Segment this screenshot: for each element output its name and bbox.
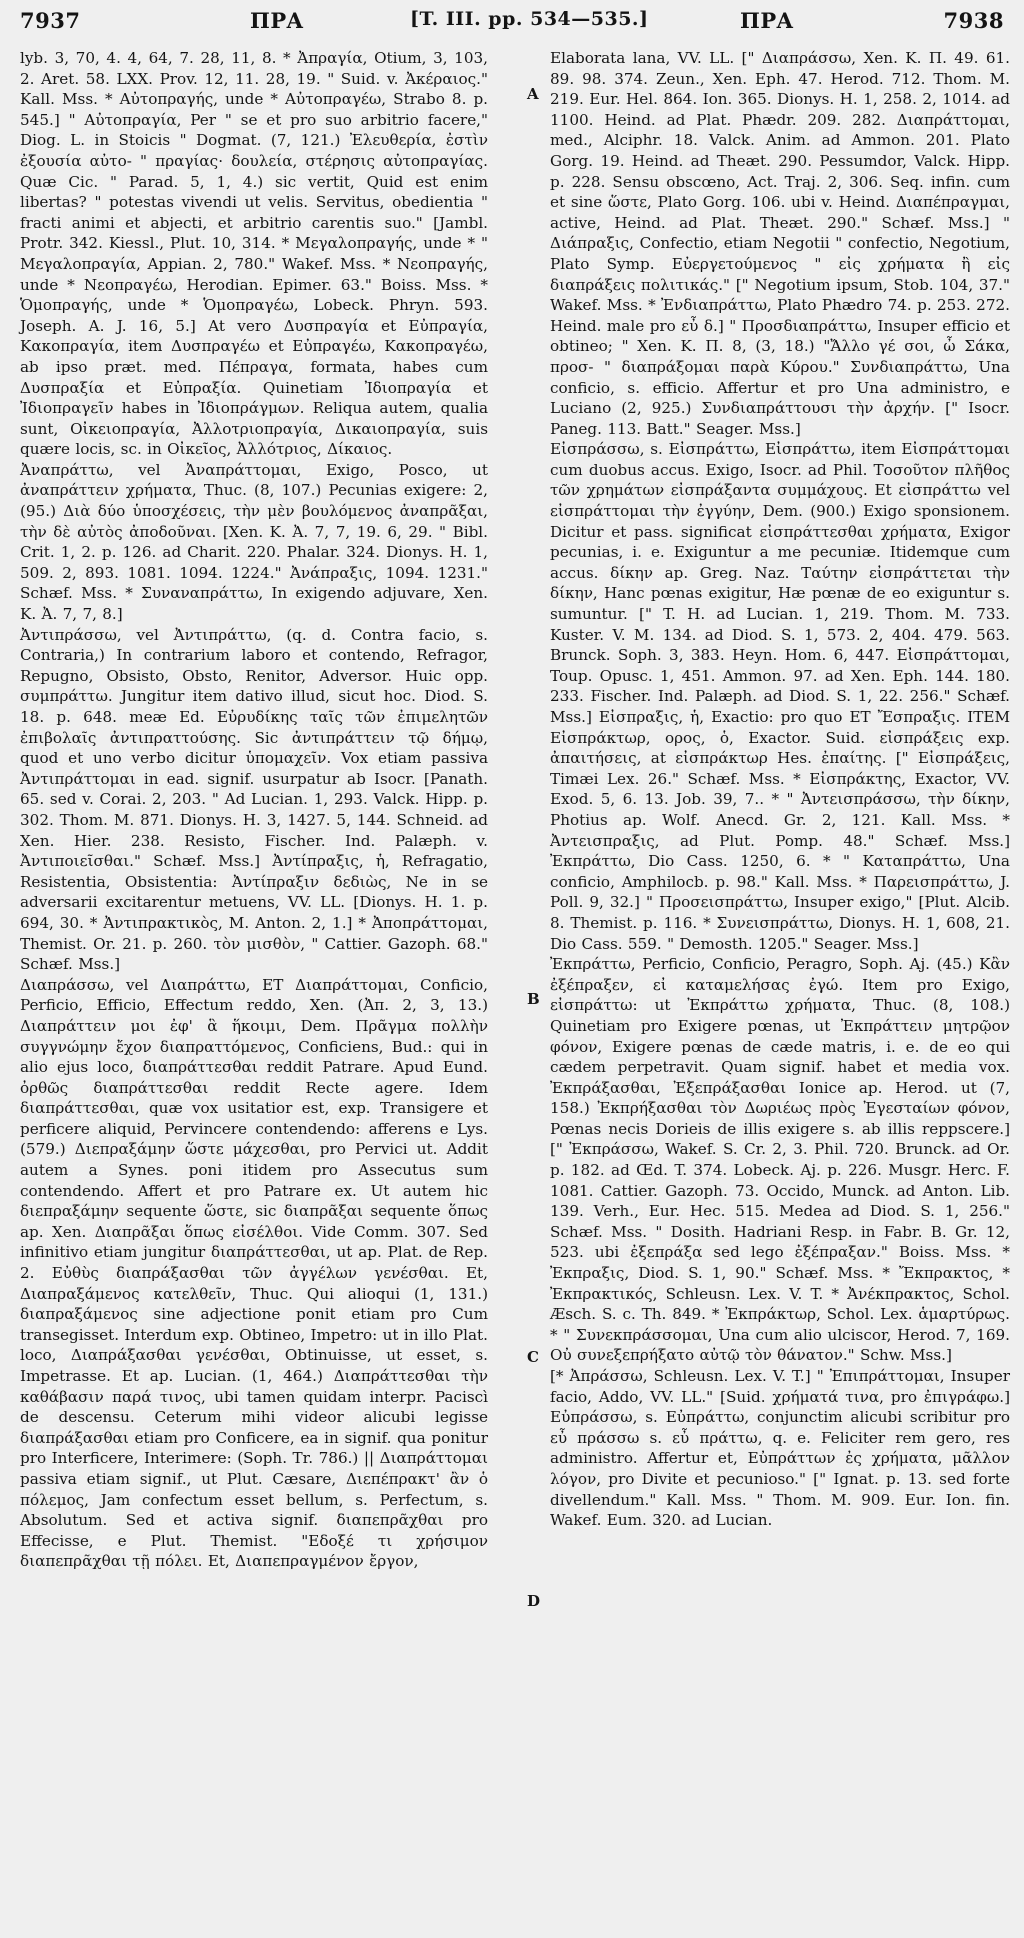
margin-letter-c: C — [527, 1348, 539, 1366]
margin-letter-a: A — [527, 85, 539, 103]
entry-eisprasso: Εἰσπράσσω, s. Εἰσπράττω, Εἰσπράττω, item Εἰσπράττομαι cum duobus accus. Exigo, Isocr. ad Phil. Τοσοῦτον πλῆθος τῶν χρημάτων εἰσπράξαντα συμμάχους. Et εἰσπράττω vel εἰσπράττομαι τὴν ἐγγύην, Dem. (900.) Exigo sponsionem. Dicitur et pass. significat εἰσπράττεσθαι χρήματα, Exigor pecunias, i. e. Exiguntur a me pecuniæ. Itidemque cum accus. δίκην ap. Greg. Naz. Ταύτην εἰσπράττεται τὴν δίκην, Hanc pœnas exigitur, Hæ pœnæ de eo exiguntur s. sumuntur. [" T. H. ad Lucian. 1, 219. Thom. M. 733. Kuster. V. M. 134. ad Diod. S. 1, 573. 2, 404. 479. 563. Brunck. Soph. 3, 383. Heyn. Hom. 6, 447. Εἰσπράττομαι, Toup. Opusc. 1, 451. Ammon. 97. ad Xen. Eph. 144. 180. 233. Fischer. Ind. Palæph. ad Diod. S. 1, 22. 256." Schæf. Mss.] Εἰσπραξις, ἡ, Exactio: pro quo ET Ἔσπραξις. ITEM Εἰσπράκτωρ, ορος, ὁ, Exactor. Suid. εἰσπράξεις exp. ἀπαιτήσεις, at εἰσπράκτωρ Hes. ἐπαίτης. [" Εἰσπράξεις, Timæi Lex. 26." Schæf. Mss. * Εἰσπράκτης, Exactor, VV. Exod. 5, 6. 13. Job. 39, 7.. * " Ἀντεισπράσσω, τὴν δίκην, Photius ap. Wolf. Anecd. Gr. 2, 121. Kall. Mss. * Ἀντεισπραξις, ad Plut. Pomp. 48." Schæf. Mss.] Ἐκπράττω, Dio Cass. 1250, 6. * " Καταπράττω, Una conficio, Amphilocb. p. 98." Kall. Mss. * Παρεισπράττω, J. Poll. 9, 32.] " Προσεισπράττω, Insuper exigo," [Plut. Alcib. 8. Themist. p. 116. * Συνεισπράττω, Dionys. H. 1, 608, 21. Dio Cass. 559. " Demosth. 1205." Seager. Mss.] — [550, 440, 1010, 953]
right-column — [550, 48, 1010, 1531]
entry-diaprasso: Διαπράσσω, vel Διαπράττω, ET Διαπράττομαι, Conficio, Perficio, Efficio, Effectum reddo, Xen. (Ἀπ. 2, 3, 13.) Διαπράττειν μοι ἐφ' ἃ ἥκοιμι, Dem. Πρᾶγμα πολλὴν συγγνώμην ἔχον διαπραττόμενος, Conficiens, Bud.: qui in alio ejus loco, διαπράττεσθαι reddit Patrare. Apud Eund. ὀρθῶς διαπράττεσθαι reddit Recte agere. Idem διαπράττεσθαι, quæ vox usitatior est, exp. Transigere et perficere aliquid, Pervincere contendendo: afferens e Lys. (579.) Διεπραξάμην ὥστε μάχεσθαι, pro Pervici ut. Addit autem a Synes. poni itidem pro Assecutus sum contendendo. Affert et pro Patrare ex. Ut autem hic διεπραξάμην sequente ὥστε, sic διαπρᾶξαι sequente ὅπως ap. Xen. Διαπρᾶξαι ὅπως εἰσέλθοι. Vide Comm. 307. Sed infinitivo etiam jungitur διαπράττεσθαι, ut ap. Plat. de Rep. 2. Εὐθὺς διαπράξασθαι τῶν ἀγγέλων γενέσθαι. Et, Διαπραξάμενος κατελθεῖν, Thuc. Qui alioqui (1, 131.) διαπραξάμενος sine adjectione ponit etiam pro Cum transegisset. Interdum exp. Obtineo, Impetro: ut in illo Plat. loco, Διαπράξασθαι γενέσθαι, Obtinuisse, ut esset, s. Impetrasse. Et ap. Lucian. (1, 464.) Διαπράττεσθαι τὴν καθάβασιν παρά τινος, ubi tamen quidam interpr. Paciscì de descensu. Ceterum mihi videor alicubi legisse διαπράξασθαι etiam pro Conficere, ea in signif. qua ponitur pro Interficere, Interimere: (Soph. Tr. 786.) || Διαπράττομαι passiva etiam signif., ut Plut. Cæsare, Διεπέπρακτ' ἂν ὁ πόλεμος, Jam confectum esset bellum, s. Perfectum, s. Absolutum. Sed et activa signif. διαπεπρᾶχθαι pro Effecisse, e Plut. Themist. "Εδοξέ τι χρήσιμον διαπεπρᾶχθαι τῇ πόλει. Et, Διαπεπραγμένον ἔργον, — [20, 975, 488, 1571]
entry-antiprasso: Ἀντιπράσσω, vel Ἀντιπράττω, (q. d. Contra facio, s. Contraria,) In contrarium laboro et contendo, Refragor, Repugno, Obsisto, Obsto, Renitor, Adversor. Huic opp. συμπράττω. Jungitur item dativo illud, sicut hoc. Diod. S. 18. p. 648. meæ Ed. Εὐρυδίκης ταῖς τῶν ἐπιμελητῶν ἐπιβολαῖς ἀντιπραττούσης. Sic ἀντιπράττειν τῷ δήμῳ, quod et uno verbo dicitur ὑπομαχεῖν. Vox etiam passiva Ἀντιπράττομαι in ead. signif. usurpatur ab Isocr. [Panath. 65. sed v. Corai. 2, 203. " Ad Lucian. 1, 293. Valck. Hipp. p. 302. Thom. M. 871. Dionys. H. 3, 1427. 5, 144. Schneid. ad Xen. Hier. 238. Resisto, Fischer. Ind. Palæph. v. Ἀντιποιεῖσθαι." Schæf. Mss.] Ἀντίπραξις, ἡ, Refragatio, Resistentia, Obsistentia: Ἀντίπραξιν δεδιὼς, Ne in se adversarii excitarentur metuens, VV. LL. [Dionys. H. 1. p. 694, 30. * Ἀντιπρακτικὸς, M. Anton. 2, 1.] * Ἀποπράττομαι, Themist. Or. 21. p. 260. τὸν μισθὸν, " Cattier. Gazoph. 68." Schæf. Mss.] — [20, 625, 488, 974]
left-column — [20, 48, 488, 1572]
page-number-right: 7938 — [943, 8, 1004, 33]
entry-anaprasso: Ἀναπράττω, vel Ἀναπράττομαι, Exigo, Posco, ut ἀναπράττειν χρήματα, Thuc. (8, 107.) Pecunias exigere: 2, (95.) Διὰ δύο ὑποσχέσεις, τὴν μὲν βουλόμενος ἀναπρᾶξαι, τὴν δὲ αὐτὸς ἀποδοῦναι. [Xen. K. Ἀ. 7, 7, 19. 6, 29. " Bibl. Crit. 1, 2. p. 126. ad Charit. 220. Phalar. 324. Dionys. H. 1, 509. 2, 893. 1081. 1094. 1224." Ἀνάπραξις, 1094. 1231." Schæf. Mss. * Συναναπράττω, In exigendo adjuvare, Xen. K. Ἀ. 7, 7, 8.] — [20, 460, 488, 624]
headword-left: ΠΡΑ — [250, 8, 304, 33]
running-header — [20, 8, 1004, 48]
margin-letter-d: D — [527, 1592, 541, 1610]
entry-continuation: Elaborata lana, VV. LL. [" Διαπράσσω, Xen. K. Π. 49. 61. 89. 98. 374. Zeun., Xen. Eph. 47. Herod. 712. Thom. M. 219. Eur. Hel. 864. Ion. 365. Dionys. H. 1, 258. 2, 1014. ad 1100. Heind. ad Plat. Phædr. 209. 282. Διαπράττομαι, med., Alciphr. 18. Valck. Anim. ad Ammon. 201. Plato Gorg. 19. Heind. ad Theæt. 290. Pessumdor, Valck. Hipp. p. 228. Sensu obscœno, Act. Traj. 2, 306. Seq. infin. cum et sine ὥστε, Plato Gorg. 106. ubi v. Heind. Διαπέπραγμαι, active, Heind. ad Plat. Theæt. 290." Schæf. Mss.] " Διάπραξις, Confectio, etiam Negotii " confectio, Negotium, Plato Symp. Εὐεργετούμενος " εἰς χρήματα ἢ εἰς διαπράξεις πολιτικάς." [" Negotium ipsum, Stob. 104, 37." Wakef. Mss. * Ἐνδιαπράττω, Plato Phædro 74. p. 253. 272. Heind. male pro εὖ δ.] " Προσδιαπράττω, Insuper efficio et obtineo; " Xen. K. Π. 8, (3, 18.) "Ἄλλο γέ σοι, ὦ Σάκα, προσ- " διαπράξομαι παρὰ Κύρου." Συνδιαπράττω, Una conficio, s. efficio. Affertur et pro Una administro, e Luciano (2, 925.) Συνδιαπράττουσι τὴν ἀρχήν. [" Isocr. Paneg. 113. Batt." Seager. Mss.] — [550, 49, 1010, 438]
entry-paragraph: lyb. 3, 70, 4. 4, 64, 7. 28, 11, 8. * Ἀπραγία, Otium, 3, 103, 2. Aret. 58. LXX. Prov. 12, 11. 28, 19. " Suid. v. Ἀκέραιος." Kall. Mss. * Αὐτοπραγής, unde * Αὐτοπραγέω, Strabo 8. p. 545.] " Αὐτοπραγία, Per " se et pro suo arbitrio facere," Diog. L. in Stoicis " Dogmat. (7, 121.) Ἐλευθερία, ἐστὶν ἐξουσία αὐτο- " πραγίας· δουλεία, στέρησις αὐτοπραγίας. Quæ Cic. " Parad. 5, 1, 4.) sic vertit, Quid est enim libertas? " potestas vivendi ut velis. Servitus, obedientia " fracti animi et abjecti, et arbitrio carentis suo." [Jambl. Protr. 342. Kiessl., Plut. 10, 314. * Μεγαλοπραγής, unde * " Μεγαλοπραγία, Appian. 2, 780." Wakef. Mss. * Νεοπραγής, unde * Νεοπραγέω, Herodian. Epimer. 63." Boiss. Mss. * Ὁμοπραγής, unde * Ὁμοπραγέω, Lobeck. Phryn. 593. Joseph. A. J. 16, 5.] At vero Δυσπραγία et Εὐπραγία, Κακοπραγία, item Δυσπραγέω et Εὐπραγέω, Κακοπραγέω, ab ipso præt. med. Πέπραγα, formata, habes cum Δυσπραξία et Εὐπραξία. Quinetiam Ἰδιοπραγία et Ἰδιοπραγεῖν habes in Ἰδιοπράγμων. Reliqua autem, qualia sunt, Οἰκειοπραγία, Ἀλλοτριοπραγία, Δικαιοπραγία, suis quære locis, sc. in Οἰκεῖος, Ἀλλότριος, Δίκαιος. — [20, 49, 488, 459]
entry-ekprasso: Ἐκπράττω, Perficio, Conficio, Peragro, Soph. Aj. (45.) Κἂν ἐξέπραξεν, εἰ καταμελήσας ἐγώ. Item pro Exigo, εἰσπράττω: ut Ἐκπράττω χρήματα, Thuc. (8, 108.) Quinetiam pro Exigere pœnas, ut Ἐκπράττειν μητρῷον φόνον, Exigere pœnas de cæde matris, i. e. de eo qui cædem perpetravit. Quam signif. habet et media vox. Ἐκπράξασθαι, Ἐξεπράξασθαι Ionice ap. Herod. ut (7, 158.) Ἐκπρήξασθαι τὸν Δωριέως πρὸς Ἐγεσταίων φόνον, Pœnas necis Dorieis de illis exigere s. ab illis reppscere.] [" Ἐκπράσσω, Wakef. S. Cr. 2, 3. Phil. 720. Brunck. ad Or. p. 182. ad Œd. T. 374. Lobeck. Aj. p. 226. Musgr. Herc. F. 1081. Cattier. Gazoph. 73. Occido, Munck. ad Anton. Lib. 139. Verh., Eur. Hec. 515. Medea ad Diod. S. 1, 256." Schæf. Mss. " Dosith. Hadriani Resp. in Fabr. B. Gr. 12, 523. ubi ἐξεπράξα sed lego ἐξέπραξαν." Boiss. Mss. * Ἐκπραξις, Diod. S. 1, 90." Schæf. Mss. * Ἔκπρακτος, * Ἐκπρακτικός, Schleusn. Lex. V. T. * Ἀνέκπρακτος, Schol. Æsch. S. c. Th. 849. * Ἐκπράκτωρ, Schol. Lex. ἁμαρτύρως. * " Συνεκπράσσομαι, Una cum alio ulciscor, Herod. 7, 169. Οὐ συνεξεπρήξατο αὐτῷ τὸν θάνατον." Schw. Mss.] — [550, 955, 1010, 1365]
entry-euprasso: [* Ἀπράσσω, Schleusn. Lex. V. T.] " Ἐπιπράττομαι, Insuper facio, Addo, VV. LL." [Suid. χρήματά τινα, pro ἐπιγράφω.] Εὐπράσσω, s. Εὐπράττω, conjunctim alicubi scribitur pro εὖ πράσσω s. εὖ πράττω, q. e. Feliciter rem gero, res administro. Affertur et, Εὐπράττων ἐς χρήματα, μᾶλλον λόγον, pro Divite et pecunioso." [" Ignat. p. 13. sed forte divellendum." Kall. Mss. " Thom. M. 909. Eur. Ion. fin. Wakef. Eum. 320. ad Lucian. — [550, 1367, 1010, 1530]
volume-page-reference: [T. III. pp. 534—535.] — [410, 8, 649, 30]
margin-letter-b: B — [527, 990, 540, 1008]
page-number-left: 7937 — [20, 8, 81, 33]
headword-right: ΠΡΑ — [740, 8, 794, 33]
